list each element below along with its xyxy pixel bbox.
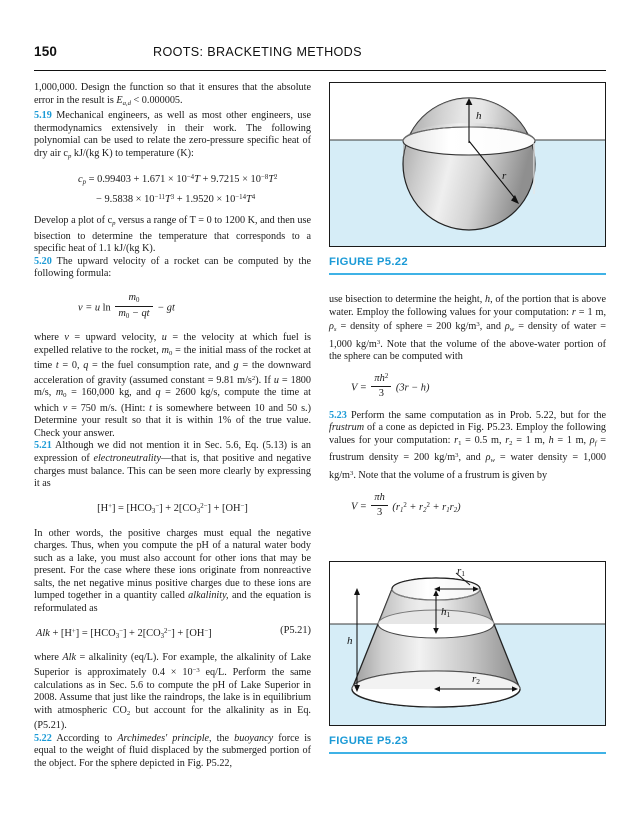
alkalinity-term: alkalinity, [188, 590, 229, 602]
equation-cp-line1 [34, 171, 311, 189]
sphere-volume-denominator: 3 [378, 387, 384, 399]
rocket-numerator [115, 292, 152, 307]
archimedes-text-c: force is equal to the weight of fluid displaced by the submerged portion of the object. For the sphere depicted in Fig. P5.22, [34, 732, 311, 769]
frustum-diagram [330, 562, 605, 725]
cp-lhs: c [78, 174, 83, 186]
problem-5-23 [329, 410, 606, 483]
figure-p523-block [329, 561, 606, 754]
e-subscript: a,d [122, 99, 131, 107]
problem-520-body [34, 332, 311, 440]
problem-number-521: 5.21 [34, 440, 52, 452]
running-head: ROOTS: BRACKETING METHODS [153, 45, 362, 59]
para-continued-tail: < 0.000005. [130, 94, 183, 106]
problem-522-continued [329, 294, 606, 364]
archimedes-text-b: the [211, 732, 235, 744]
rocket-tail: − gt [157, 302, 175, 314]
problem-521-body-b [34, 652, 311, 732]
h-exponent: 2 [384, 372, 389, 380]
sphere-body-text: use bisection to determine the height, h, of the portion that is above water. Employ the following values for your computation: r = 1 m, $\rho_s$ = density of sphere = 200 $kg/m^3$, and $\rho_w$ = density of water = 1,000 $kg/m^3$. Note that the volume of the above-water portion of the sphere can be computed with [329, 294, 607, 363]
para-continued-text: 1,000,000. Design the function so that it ensures that the absolute error in the result is [34, 82, 311, 106]
cp-term4-exp: −14 [235, 194, 246, 202]
cp-term2: + 9.7215 × 10 [199, 174, 261, 186]
cp-lhs-sub: p [82, 179, 87, 187]
h-symbol: h [379, 372, 385, 384]
electroneutrality-term: electroneutrality [93, 453, 161, 464]
figure-p522-rule [329, 273, 606, 275]
r1-label: $r_1$ [457, 565, 466, 579]
cp-term2-var: T [268, 174, 275, 186]
sphere-volume-tail: (3r − h) [395, 382, 430, 394]
equation-tag-p521: (P5.21) [280, 625, 311, 637]
alkalinity-body-text: In other words, the positive charges must equal the negative charges. Thus, when you compute the pH of a natural water body such as a lake, you must also account for other ions that may be present. For the case where these ions originate from nonreactive salts, the net negative minus positive charges due to these ions are lumped together in a quantity called [34, 527, 311, 602]
cp-term1-var: T [194, 174, 200, 186]
rocket-denominator [115, 307, 152, 321]
cp-term2-exp: −8 [260, 174, 269, 182]
h1-label: $h_1$ [441, 606, 451, 620]
buoyancy-term: buoyancy [234, 732, 274, 744]
problem-521-text: Although we did not mention it in Sec. 5.6, Eq. (5.13) is an expression of [34, 440, 311, 464]
problem-5-20 [34, 256, 311, 281]
rocket-den-tail: − qt [129, 307, 150, 319]
alkalinity-def-text: where Alk = alkalinity (eq/L). For example, the alkalinity of Lake Superior is approximately $0.4 \times 10^{-3}$ eq/L. Perform the same calculations as in Sec. 5.6 to compute the pH of Lake Superior in 2008. Assume that just like the raindrops, the lake is in equilibrium with atmospheric $CO_2$ but account for the alkalinity as in Eq. (P5.21). [34, 652, 311, 732]
problem-519-text: Mechanical engineers, as well as most other engineers, use thermodynamics extensively in their work. The following polynomial can be used to relate the zero-pressure specific heat of dry air c [34, 109, 311, 159]
sphere-volume-fraction [371, 373, 391, 400]
cp-term3: − 9.5838 × 10 [96, 194, 155, 206]
h-label: h [476, 110, 482, 122]
figure-p522-caption: FIGURE P5.22 [329, 256, 408, 268]
figure-p523-caption: FIGURE P5.23 [329, 735, 408, 747]
cp-term1: = 0.99403 + 1.671 × 10 [88, 174, 187, 186]
frustrum-volume-lhs: V = [351, 501, 367, 513]
r-label: r [502, 170, 507, 182]
rocket-den-sub: 0 [125, 312, 130, 320]
problem-number-520: 5.20 [34, 255, 52, 267]
problem-521-text-tail: —that is, that positive and negative charges must balance. This can be seen more clearly by expressing it as [34, 453, 312, 490]
alkalinity-body-tail: and the equation is reformulated as [34, 590, 312, 614]
alkalinity-equation-expr: Alk + $[H^+] = [HCO_3^-] + 2[CO_3^{2-}] + [OH^-]$ [36, 627, 212, 640]
archimedes-term: Archimedes' principle, [117, 732, 212, 744]
problem-520-text: The upward velocity of a rocket can be computed by the following formula: [34, 255, 311, 280]
rocket-body-text: where v = upward velocity, u = the velocity at which fuel is expelled relative to the rocket, $m_0$ = the initial mass of the rocket at time t = 0, q = the fuel consumption rate, and g = the downward acceleration of gravity (assumed constant = 9.81 $m/s^2$). If u = 1800 m/s, $m_0 = 160,000$ kg, and q = 2600 kg/s, compute the time at which v = 750 m/s. (Hint: t is somewhere between 10 and 50 s.) Determine your result so that it is within 1% of the true value. Check your answer. [34, 332, 312, 439]
rocket-lhs: v = u [78, 302, 103, 314]
equation-cp-line2 [34, 191, 311, 206]
equation-electroneutrality [34, 500, 311, 518]
problem-5-22 [34, 733, 311, 771]
frustrum-volume-tail: $(r_1^2 + r_2^2 + r_1r_2)$ [392, 501, 461, 514]
archimedes-text-a: According to [56, 732, 118, 744]
pi-symbol-2: π [374, 492, 380, 504]
equation-frustrum-volume [329, 492, 606, 519]
cp-sub-2: p [112, 219, 116, 227]
rocket-num-sub: 0 [135, 296, 140, 304]
cp-subscript: p [67, 152, 72, 160]
problem-number-522: 5.22 [34, 732, 52, 744]
frustrum-text-b: of a cone as depicted in Fig. P5.23. Employ the following values for your computation: $r_1 = 0.5$ m, $r_2 = 1$ m, h = 1 m, $\rho_f$ = frustrum density = 200 $kg/m^3$, and $\rho_w$ = water density = 1,000 $kg/m^3$. Note that the volume of a frustrum is given by [329, 422, 607, 481]
h-arrowhead-top [354, 588, 360, 595]
problem-number-519: 5.19 [34, 109, 52, 121]
plot-text-a: Develop a plot of c [34, 215, 113, 227]
cp-term4-var-exp: 4 [251, 194, 256, 202]
plot-text-b: versus a range of T = 0 to 1200 K, and then use bisection to determine the temperature that corresponds to a specific heat of 1.1 kJ/(kg K). [34, 215, 311, 255]
paragraph-continued: 1,000,000. Design the function so that it ensures that the absolute error in the result is $E_{a,d} < 0.000005$. [34, 82, 311, 107]
figure-p523-rule [329, 752, 606, 754]
h-symbol-2: h [379, 492, 385, 504]
cp-term3-var-exp: 3 [170, 194, 175, 202]
cp-term2-var-exp: 2 [274, 174, 278, 182]
rocket-num-m: m [128, 291, 136, 303]
frustrum-volume-fraction [371, 492, 387, 519]
figure-p522-frame [329, 82, 606, 247]
pi-symbol: π [374, 372, 380, 384]
page-number: 150 [34, 44, 58, 59]
h-label-2: h [347, 635, 353, 647]
cp-term3-exp: −11 [154, 194, 165, 202]
problem-5-21 [34, 440, 311, 490]
equation-rocket-velocity [34, 292, 311, 321]
cp-term4: + 1.9520 × 10 [174, 194, 236, 206]
sphere-volume-numerator [371, 373, 391, 387]
sphere-diagram [330, 83, 605, 246]
rocket-den-m: m [118, 307, 126, 319]
right-column [329, 294, 606, 519]
frustrum-term: frustrum [329, 422, 365, 434]
r2-label: $r_2$ [472, 673, 481, 687]
frustrum-volume-numerator [371, 492, 387, 506]
cp-term4-var: T [246, 194, 252, 206]
problem-number-523: 5.23 [329, 409, 347, 421]
figure-p522-block [329, 82, 606, 275]
cp-term1-exp: −4 [186, 174, 195, 182]
problem-519-text-tail: kJ/(kg K) to temperature (K): [71, 147, 194, 159]
frustrum-volume-denominator: 3 [377, 507, 383, 519]
problem-521-body-a [34, 528, 311, 616]
equation-sphere-volume [329, 373, 606, 400]
frustrum-text-a: Perform the same computation as in Prob. 5.22, but for the [350, 409, 607, 421]
electroneutrality-expr: $[H^+] = [HCO_3^-] + 2[CO_3^{2-}] + [OH^-]$ [97, 502, 248, 515]
problem-519-continued [34, 215, 311, 256]
rocket-fraction [115, 292, 152, 321]
equation-p521 [34, 624, 311, 642]
sphere-volume-lhs: V = [351, 382, 367, 394]
page-header [34, 44, 606, 71]
rocket-ln: ln [102, 302, 111, 314]
figure-p523-frame [329, 561, 606, 726]
problem-5-19 [34, 110, 311, 163]
cp-term3-var: T [164, 194, 171, 206]
left-column [34, 82, 311, 770]
